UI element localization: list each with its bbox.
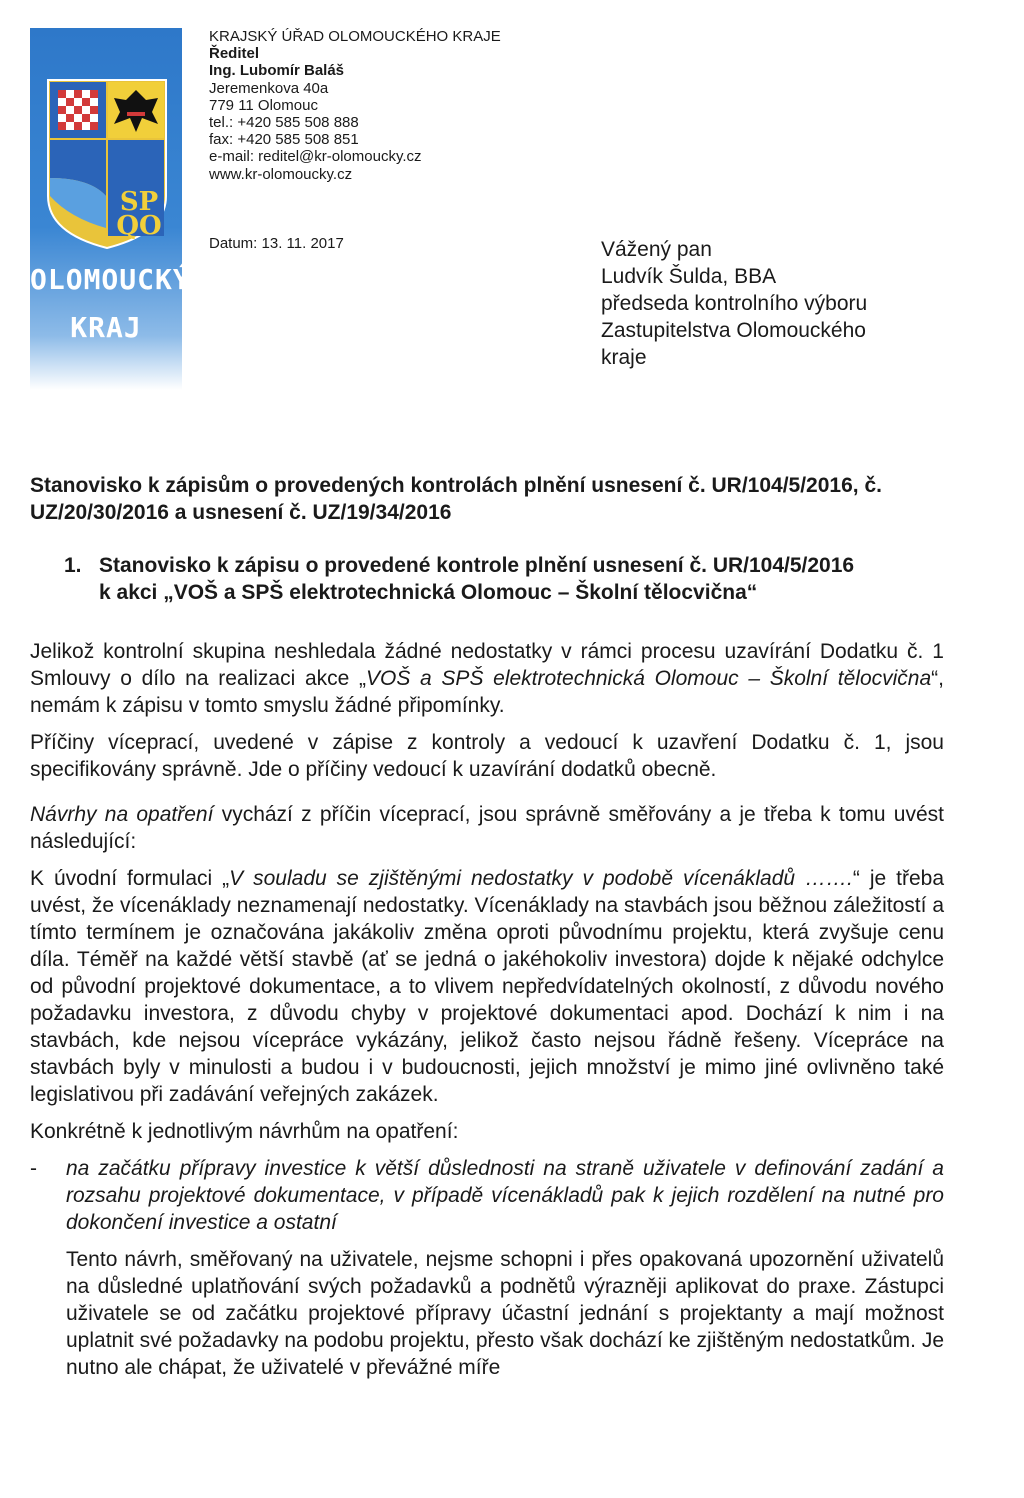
addressee-salutation: Vážený pan [601, 238, 712, 261]
paragraph-6: Tento návrh, směřovaný na uživatele, nejsme schopni i přes opakovaná upozornění uživatelů na důsledné uplatňování svých požadavků a podnětů výrazněji aplikovat do praxe. Zástupci uživatele se od začátku projektové přípravy účastní jednání s projektanty a mají možnost uplatnit své požadavky na podobu projektu, přesto však dochází ke zjištěným nedostatkům. Je nutno ale chápat, že uživatelé v převážné míře [66, 1248, 944, 1379]
sender-street: Jeremenkova 40a [209, 79, 329, 97]
sender-fax: fax: +420 585 508 851 [209, 131, 359, 149]
olomoucky-kraj-logo [30, 28, 191, 390]
document-heading: Stanovisko k zápisům o provedených kontrolách plnění usnesení č. UR/104/5/2016, č. UZ/20/30/2016 a usnesení č. UZ/19/34/2016 [30, 474, 882, 524]
section-number: 1. [64, 554, 82, 577]
bullet-dash: - [30, 1157, 37, 1180]
paragraph-1 [30, 638, 944, 719]
sender-office: KRAJSKÝ ÚŘAD OLOMOUCKÉHO KRAJE [209, 28, 501, 45]
paragraph-1-text-end: “, nemám k zápisu v tomto smyslu žádné připomínky. [30, 667, 944, 717]
paragraph-1-italic: VOŠ a SPŠ elektrotechnická Olomouc – Školní tělocvična [366, 667, 932, 690]
section-1-heading [64, 552, 954, 606]
logo-line-olomoucky: OLOMOUCKÝ [30, 263, 191, 296]
addressee-organization: Zastupitelstva Olomouckého [601, 319, 866, 342]
logo-line-kraj: KRAJ [70, 311, 142, 344]
shield-lettering [114, 187, 164, 241]
sender-email: e-mail: reditel@kr-olomoucky.cz [209, 148, 422, 166]
sender-role: Ředitel [209, 45, 260, 63]
section-title-line2: k akci „VOŠ a SPŠ elektrotechnická Olomouc – Školní tělocvična“ [99, 581, 758, 604]
sender-name: Ing. Lubomír Baláš [209, 62, 345, 80]
addressee-position: předseda kontrolního výboru [601, 292, 868, 315]
paragraph-3-text: vychází z příčin víceprací, jsou správně směřovány a je třeba k tomu uvést následující: [30, 803, 944, 853]
paragraph-3 [30, 801, 944, 855]
sender-city: 779 11 Olomouc [209, 96, 318, 114]
letter-date: Datum: 13. 11. 2017 [209, 235, 344, 252]
letter-body [30, 638, 944, 1391]
addressee-organization-cont: kraje [601, 346, 647, 369]
paragraph-2: Příčiny víceprací, uvedené v zápise z kontroly a vedoucí k uzavření Dodatku č. 1, jsou specifikovány správně. Jde o příčiny vedoucí k uzavírání dodatků obecně. [30, 731, 944, 781]
paragraph-4-text: K úvodní formulaci „ [30, 867, 230, 890]
paragraph-4-text-end: “ je třeba uvést, že vícenáklady neznamenají nedostatky. Vícenáklady na stavbách jsou běžnou záležitostí a tímto termínem je označována jakákoliv změna oproti původnímu projektu, která zvyšuje cenu díla. Téměř na každé větší stavbě (ať se jedná o jakéhokoliv investora) dojde k nějaké odchylce od původní projektové dokumentace, a to vlivem nepředvídatelných okolností, z důvodu nového požadavku investora, z důvodu chyby v projektové dokumentaci apod. Dochází k nim i na stavbách, kde nejsou vícepráce vykázány, jelikož často nejsou řádně řešeny. Vícepráce na stavbách byly v minulosti a budou i v budoucnosti, jejich množství je mimo jiné ovlivněno také legislativou při zadávání veřejných zakázek. [30, 867, 945, 1106]
shield-text-qo: QO [116, 211, 162, 241]
addressee-name: Ludvík Šulda, BBA [601, 265, 777, 288]
paragraph-5: Konkrétně k jednotlivým návrhům na opatření: [30, 1120, 459, 1143]
paragraph-3-italic: Návrhy na opatření [30, 803, 214, 826]
sender-web: www.kr-olomoucky.cz [209, 165, 353, 183]
bullet-item-1-text: na začátku přípravy investice k větší důslednosti na straně uživatele v definování zadání a rozsahu projektové dokumentace, v případě vícenákladů pak k jejich rozdělení na nutné pro dokončení investice a ostatní [66, 1157, 944, 1234]
paragraph-4 [30, 865, 944, 1108]
bullet-item-1 [30, 1155, 944, 1236]
sender-block [209, 28, 501, 183]
addressee-block [601, 236, 867, 371]
section-title-line1: Stanovisko k zápisu o provedené kontrole plnění usnesení č. UR/104/5/2016 [99, 554, 855, 577]
paragraph-1-text: Jelikož kontrolní skupina neshledala žádné nedostatky v rámci procesu uzavírání Dodatku č. 1 Smlouvy o dílo na realizaci akce „ [30, 640, 944, 690]
shield-text-sp: SP [119, 187, 159, 217]
paragraph-4-italic: V souladu se zjištěnými nedostatky v podobě vícenákladů ……. [229, 867, 853, 890]
sender-tel: tel.: +420 585 508 888 [209, 114, 359, 132]
